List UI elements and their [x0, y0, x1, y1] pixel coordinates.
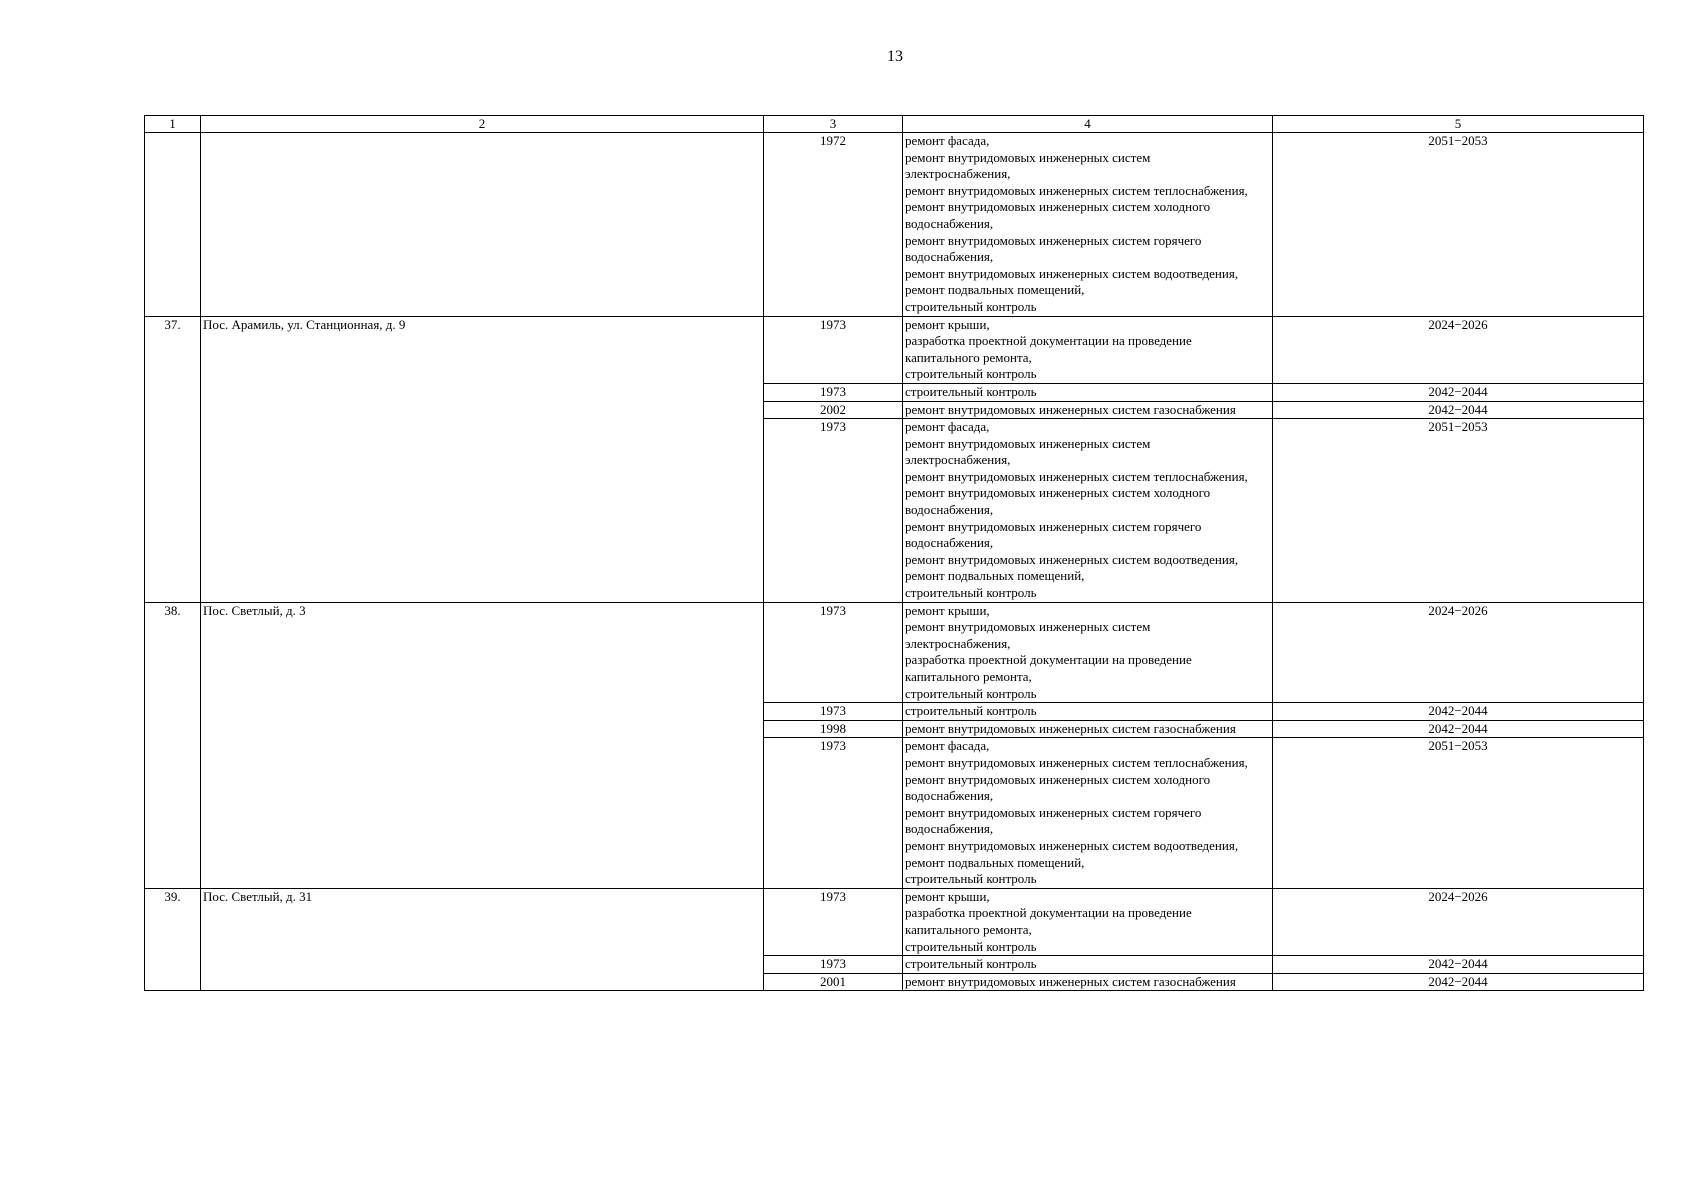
- work-type-line: строительный контроль: [905, 956, 1037, 972]
- table-body: [145, 133, 1644, 991]
- work-types-cell: [903, 888, 1273, 955]
- work-type-line: ремонт крыши,: [905, 602, 990, 618]
- work-type-line: ремонт внутридомовых инженерных систем горячего: [905, 518, 1202, 534]
- work-type-line: ремонт внутридомовых инженерных систем холодного: [905, 771, 1211, 787]
- work-type-line: ремонт фасада,: [905, 738, 990, 754]
- work-type-line: капитального ремонта,: [905, 349, 1032, 365]
- work-type-line: ремонт подвальных помещений,: [905, 282, 1085, 298]
- work-type-line: ремонт внутридомовых инженерных систем: [905, 619, 1151, 635]
- work-type-line: водоснабжения,: [905, 821, 994, 837]
- work-type-line: строительный контроль: [905, 585, 1037, 601]
- work-type-line: разработка проектной документации на проведение: [905, 333, 1192, 349]
- year-cell: 1973: [764, 888, 903, 955]
- work-types-cell: [903, 738, 1273, 888]
- year-cell: 2002: [764, 401, 903, 419]
- work-type-line: ремонт внутридомовых инженерных систем теплоснабжения,: [905, 754, 1248, 770]
- work-type-line: водоснабжения,: [905, 215, 994, 231]
- work-type-line: строительный контроль: [905, 871, 1037, 887]
- work-types-cell: [903, 956, 1273, 974]
- header-row: [145, 116, 1644, 133]
- work-type-line: ремонт подвальных помещений,: [905, 568, 1085, 584]
- year-cell: 1973: [764, 738, 903, 888]
- period-cell: 2042−2044: [1273, 973, 1644, 991]
- table-row: [145, 316, 1644, 383]
- work-type-line: ремонт внутридомовых инженерных систем газоснабжения: [905, 401, 1236, 417]
- year-cell: 1998: [764, 720, 903, 738]
- address-cell: Пос. Светлый, д. 31: [201, 888, 764, 991]
- period-cell: 2042−2044: [1273, 703, 1644, 721]
- row-number-cell: 37.: [145, 316, 201, 602]
- work-type-line: электроснабжения,: [905, 452, 1011, 468]
- work-type-line: ремонт крыши,: [905, 316, 990, 332]
- work-type-line: строительный контроль: [905, 703, 1037, 719]
- column-header-4: 4: [903, 116, 1273, 133]
- work-types-cell: [903, 703, 1273, 721]
- work-type-line: ремонт внутридомовых инженерных систем водоотведения,: [905, 837, 1239, 853]
- work-type-line: электроснабжения,: [905, 635, 1011, 651]
- row-number-cell: 39.: [145, 888, 201, 991]
- period-cell: 2042−2044: [1273, 401, 1644, 419]
- work-type-line: ремонт внутридомовых инженерных систем водоотведения,: [905, 551, 1239, 567]
- capital-repair-table: [144, 115, 1644, 991]
- work-types-cell: [903, 419, 1273, 603]
- work-type-line: строительный контроль: [905, 938, 1037, 954]
- work-type-line: ремонт фасада,: [905, 133, 990, 148]
- work-type-line: разработка проектной документации на проведение: [905, 905, 1192, 921]
- work-type-line: электроснабжения,: [905, 166, 1011, 182]
- period-cell: 2042−2044: [1273, 383, 1644, 401]
- year-cell: 2001: [764, 973, 903, 991]
- period-cell: 2051−2053: [1273, 419, 1644, 603]
- period-cell: 2024−2026: [1273, 888, 1644, 955]
- period-cell: 2042−2044: [1273, 720, 1644, 738]
- column-header-5: 5: [1273, 116, 1644, 133]
- period-cell: 2051−2053: [1273, 133, 1644, 317]
- work-type-line: ремонт подвальных помещений,: [905, 854, 1085, 870]
- period-cell: 2024−2026: [1273, 602, 1644, 703]
- year-cell: 1973: [764, 602, 903, 703]
- year-cell: 1973: [764, 956, 903, 974]
- period-cell: 2024−2026: [1273, 316, 1644, 383]
- row-number-cell: 38.: [145, 602, 201, 888]
- year-cell: 1972: [764, 133, 903, 317]
- page-number: 13: [887, 48, 903, 65]
- work-types-cell: [903, 401, 1273, 419]
- work-types-cell: [903, 383, 1273, 401]
- period-cell: 2042−2044: [1273, 956, 1644, 974]
- work-type-line: ремонт внутридомовых инженерных систем горячего: [905, 232, 1202, 248]
- work-type-line: ремонт внутридомовых инженерных систем холодного: [905, 199, 1211, 215]
- work-types-cell: [903, 602, 1273, 703]
- year-cell: 1973: [764, 419, 903, 603]
- table-row: [145, 133, 1644, 317]
- work-type-line: ремонт внутридомовых инженерных систем теплоснабжения,: [905, 182, 1248, 198]
- work-type-line: строительный контроль: [905, 366, 1037, 382]
- work-type-line: капитального ремонта,: [905, 921, 1032, 937]
- work-type-line: водоснабжения,: [905, 535, 994, 551]
- work-type-line: водоснабжения,: [905, 788, 994, 804]
- work-type-line: строительный контроль: [905, 685, 1037, 701]
- work-type-line: водоснабжения,: [905, 502, 994, 518]
- work-type-line: капитального ремонта,: [905, 669, 1032, 684]
- work-type-line: ремонт внутридомовых инженерных систем газоснабжения: [905, 973, 1236, 989]
- table-header: [145, 116, 1644, 133]
- address-cell: Пос. Арамиль, ул. Станционная, д. 9: [201, 316, 764, 602]
- row-number-cell: [145, 133, 201, 317]
- period-cell: 2051−2053: [1273, 738, 1644, 888]
- year-cell: 1973: [764, 316, 903, 383]
- address-cell: [201, 133, 764, 317]
- table-row: [145, 602, 1644, 703]
- work-types-cell: [903, 133, 1273, 317]
- table-row: [145, 888, 1644, 955]
- year-cell: 1973: [764, 383, 903, 401]
- work-types-cell: [903, 973, 1273, 991]
- work-type-line: ремонт внутридомовых инженерных систем теплоснабжения,: [905, 468, 1248, 484]
- work-type-line: водоснабжения,: [905, 249, 994, 265]
- work-type-line: ремонт фасада,: [905, 419, 990, 435]
- work-type-line: ремонт крыши,: [905, 888, 990, 904]
- work-types-cell: [903, 316, 1273, 383]
- column-header-2: 2: [201, 116, 764, 133]
- work-type-line: ремонт внутридомовых инженерных систем: [905, 435, 1151, 451]
- year-cell: 1973: [764, 703, 903, 721]
- work-type-line: строительный контроль: [905, 383, 1037, 399]
- work-type-line: ремонт внутридомовых инженерных систем холодного: [905, 485, 1211, 501]
- address-cell: Пос. Светлый, д. 3: [201, 602, 764, 888]
- work-type-line: ремонт внутридомовых инженерных систем газоснабжения: [905, 720, 1236, 736]
- work-type-line: разработка проектной документации на проведение: [905, 652, 1192, 668]
- work-type-line: ремонт внутридомовых инженерных систем горячего: [905, 804, 1202, 820]
- work-types-cell: [903, 720, 1273, 738]
- column-header-1: 1: [145, 116, 201, 133]
- work-type-line: строительный контроль: [905, 298, 1037, 314]
- work-type-line: ремонт внутридомовых инженерных систем водоотведения,: [905, 265, 1239, 281]
- column-header-3: 3: [764, 116, 903, 133]
- work-type-line: ремонт внутридомовых инженерных систем: [905, 149, 1151, 165]
